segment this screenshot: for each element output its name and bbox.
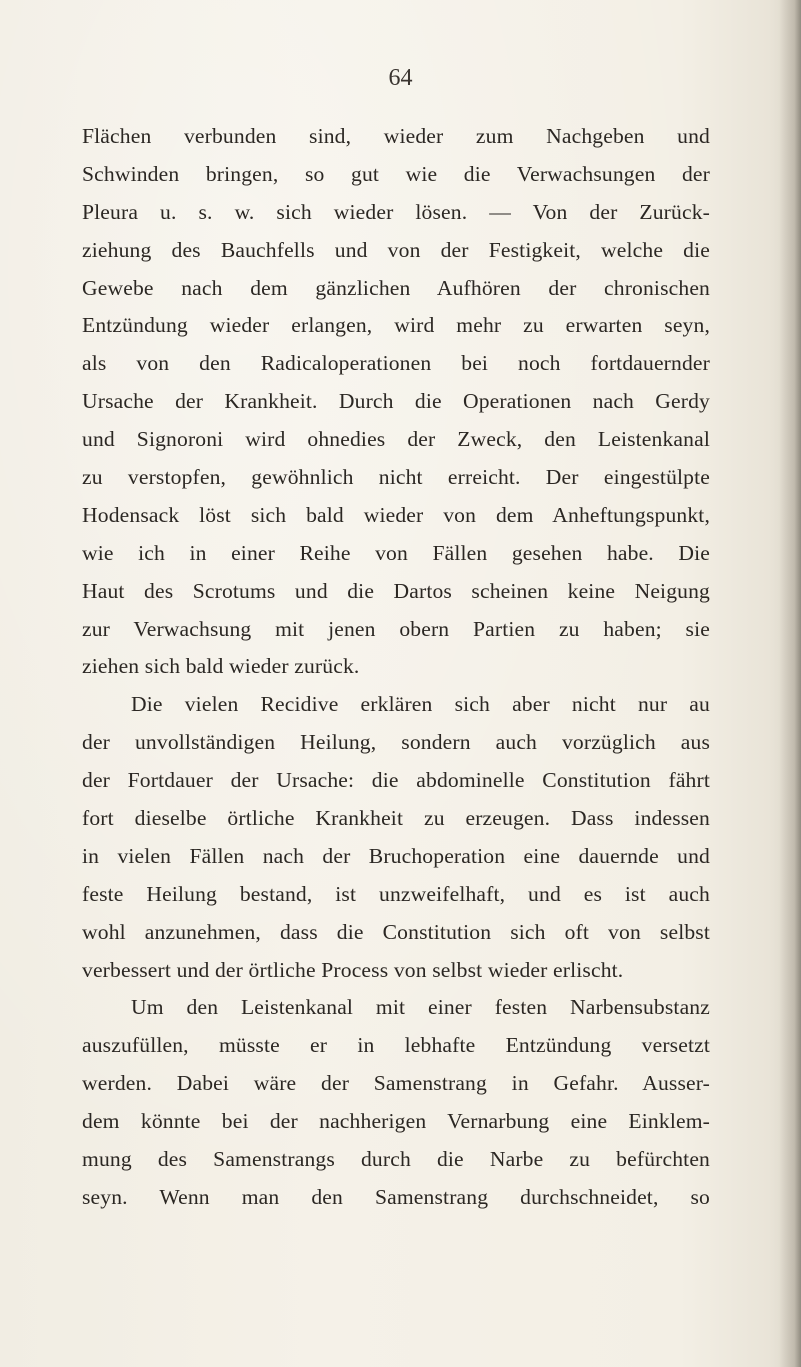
text-line: wohl anzunehmen, dass die Constitution sich oft von selbst bbox=[82, 919, 710, 944]
text-line: Um den Leistenkanal mit einer festen Narbensubstanz bbox=[131, 995, 710, 1020]
text-line: auszufüllen, müsste er in lebhafte Entzündung versetzt bbox=[82, 1033, 710, 1058]
text-line: der Fortdauer der Ursache: die abdominelle Constitution fährt bbox=[82, 768, 710, 793]
text-line: Entzündung wieder erlangen, wird mehr zu erwarten seyn, bbox=[82, 313, 710, 338]
text-line: werden. Dabei wäre der Samenstrang in Gefahr. Ausser- bbox=[82, 1071, 710, 1096]
text-line: wie ich in einer Reihe von Fällen gesehen habe. Die bbox=[82, 540, 710, 565]
text-line: verbessert und der örtliche Process von selbst wieder erlischt. bbox=[82, 957, 624, 982]
text-line: zu verstopfen, gewöhnlich nicht erreicht. Der eingestülpte bbox=[82, 465, 710, 490]
text-line: ziehen sich bald wieder zurück. bbox=[82, 654, 360, 679]
text-line: dem könnte bei der nachherigen Vernarbung eine Einklem- bbox=[82, 1109, 710, 1134]
text-line: zur Verwachsung mit jenen obern Partien zu haben; sie bbox=[82, 616, 710, 641]
text-line: Die vielen Recidive erklären sich aber nicht nur au bbox=[131, 692, 710, 717]
text-line: Haut des Scrotums und die Dartos scheinen keine Neigung bbox=[82, 578, 710, 603]
text-line: in vielen Fällen nach der Bruchoperation eine dauernde und bbox=[82, 843, 710, 868]
text-line: und Signoroni wird ohnedies der Zweck, den Leistenkanal bbox=[82, 427, 710, 452]
text-line: ziehung des Bauchfells und von der Festigkeit, welche die bbox=[82, 237, 710, 262]
page-number: 64 bbox=[388, 65, 413, 91]
text-line: mung des Samenstrangs durch die Narbe zu befürchten bbox=[82, 1147, 710, 1172]
page-edge-shadow bbox=[779, 0, 801, 1367]
text-line: feste Heilung bestand, ist unzweifelhaft, und es ist auch bbox=[82, 881, 710, 906]
text-line: Hodensack löst sich bald wieder von dem Anheftungspunkt, bbox=[82, 502, 710, 527]
text-line: der unvollständigen Heilung, sondern auch vorzüglich aus bbox=[82, 730, 710, 755]
text-line: fort dieselbe örtliche Krankheit zu erzeugen. Dass indessen bbox=[82, 806, 710, 831]
text-line: Flächen verbunden sind, wieder zum Nachgeben und bbox=[82, 124, 710, 148]
body-text bbox=[82, 118, 710, 1217]
text-line: seyn. Wenn man den Samenstrang durchschneidet, so bbox=[82, 1184, 710, 1209]
text-line: Pleura u. s. w. sich wieder lösen. — Von der Zurück- bbox=[82, 199, 710, 224]
text-line: Gewebe nach dem gänzlichen Aufhören der chronischen bbox=[82, 275, 710, 300]
text-line: Ursache der Krankheit. Durch die Operationen nach Gerdy bbox=[82, 389, 710, 414]
text-line: als von den Radicaloperationen bei noch fortdauernder bbox=[82, 351, 710, 376]
text-line: Schwinden bringen, so gut wie die Verwachsungen der bbox=[82, 161, 710, 186]
